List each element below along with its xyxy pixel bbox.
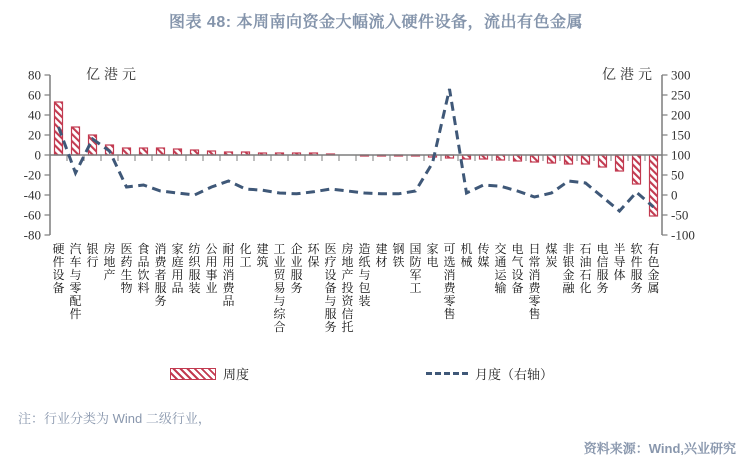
- category-label: 有色金属: [647, 242, 660, 295]
- category-label: 石油石化: [579, 242, 592, 295]
- right-axis-tick-label: 0: [671, 187, 678, 203]
- category-label: 传媒: [477, 242, 490, 269]
- weekly-bar: [72, 127, 80, 155]
- weekly-bar: [548, 155, 556, 163]
- category-label: 机械: [460, 242, 473, 269]
- category-label: 工业贸易与综合: [273, 242, 286, 334]
- left-axis-tick-label: 80: [28, 67, 41, 83]
- category-label: 企业服务: [290, 242, 303, 295]
- category-label: 环保: [307, 242, 320, 269]
- category-label: 耐用消费品: [222, 242, 235, 308]
- category-label: 纺织服装: [188, 242, 201, 295]
- footnote: 注：行业分类为 Wind 二级行业，: [18, 411, 211, 426]
- category-label: 交通运输: [494, 242, 507, 295]
- left-axis-tick-label: 20: [28, 127, 41, 143]
- weekly-bar: [174, 149, 182, 155]
- category-label: 硬件设备: [52, 242, 65, 295]
- monthly-line-swatch-icon: [426, 372, 468, 375]
- category-label: 建筑: [256, 242, 269, 269]
- legend-monthly-label: 月度（右轴）: [475, 367, 554, 382]
- category-label: 国防军工: [409, 242, 422, 295]
- right-axis-tick-label: 100: [671, 147, 691, 163]
- left-axis-tick-label: 60: [28, 87, 41, 103]
- category-label: 医疗设备与服务: [324, 242, 337, 334]
- left-axis-tick-label: 40: [28, 107, 41, 123]
- legend-weekly-label: 周度: [223, 367, 250, 382]
- weekly-bar: [633, 155, 641, 184]
- right-axis-tick-label: 50: [671, 167, 684, 183]
- left-axis-tick-label: -60: [23, 207, 41, 223]
- right-axis-tick-label: 150: [671, 127, 691, 143]
- category-label: 日常消费零售: [528, 242, 541, 321]
- category-label: 电信服务: [596, 242, 609, 295]
- category-label: 半导体: [613, 242, 626, 282]
- weekly-bar: [599, 155, 607, 167]
- weekly-bar: [616, 155, 624, 171]
- weekly-bar-swatch-icon: [170, 368, 216, 380]
- category-label: 可选消费零售: [443, 242, 456, 321]
- right-axis-tick-label: -100: [671, 227, 695, 243]
- category-label: 非银金融: [562, 242, 575, 295]
- category-label: 家庭用品: [171, 242, 184, 295]
- weekly-bar: [565, 155, 573, 164]
- category-label: 煤炭: [545, 242, 558, 269]
- legend-monthly: [426, 364, 553, 383]
- category-label: 软件服务: [630, 242, 643, 295]
- category-label: 房地产: [103, 242, 116, 282]
- weekly-bar: [123, 148, 131, 155]
- weekly-bar: [582, 155, 590, 164]
- right-axis-tick-label: 250: [671, 87, 691, 103]
- category-label: 电气设备: [511, 242, 524, 295]
- category-label: 食品饮料: [137, 242, 150, 295]
- category-label: 汽车与零配件: [69, 242, 82, 321]
- category-label: 医药生物: [120, 242, 133, 295]
- weekly-bar: [514, 155, 522, 161]
- category-label: 家电: [426, 242, 439, 269]
- category-label: 钢铁: [392, 242, 405, 269]
- chart-title: 图表 48: 本周南向资金大幅流入硬件设备，流出有色金属: [168, 14, 584, 31]
- left-axis-tick-label: -80: [23, 227, 41, 243]
- left-axis-tick-label: 0: [34, 147, 41, 163]
- left-axis-tick-label: -20: [23, 167, 41, 183]
- right-axis-tick-label: 200: [671, 107, 691, 123]
- category-label: 造纸与包装: [358, 242, 371, 308]
- right-axis-tick-label: -50: [671, 207, 689, 223]
- right-axis-unit-label: 亿港元: [602, 68, 656, 83]
- weekly-bar: [140, 148, 148, 155]
- category-label: 公用事业: [205, 242, 218, 295]
- weekly-bar: [531, 155, 539, 162]
- category-label: 银行: [86, 242, 99, 269]
- category-label: 建材: [375, 242, 388, 269]
- source-attribution: 资料来源：Wind,兴业研究: [583, 441, 736, 456]
- left-axis-unit-label: 亿港元: [86, 68, 140, 83]
- legend-weekly: [170, 364, 249, 383]
- category-label: 房地产投资信托: [341, 242, 354, 334]
- category-label: 化工: [239, 242, 252, 269]
- right-axis-tick-label: 300: [671, 67, 691, 83]
- category-label: 消费者服务: [154, 242, 167, 308]
- weekly-bar: [157, 148, 165, 155]
- left-axis-tick-label: -40: [23, 187, 41, 203]
